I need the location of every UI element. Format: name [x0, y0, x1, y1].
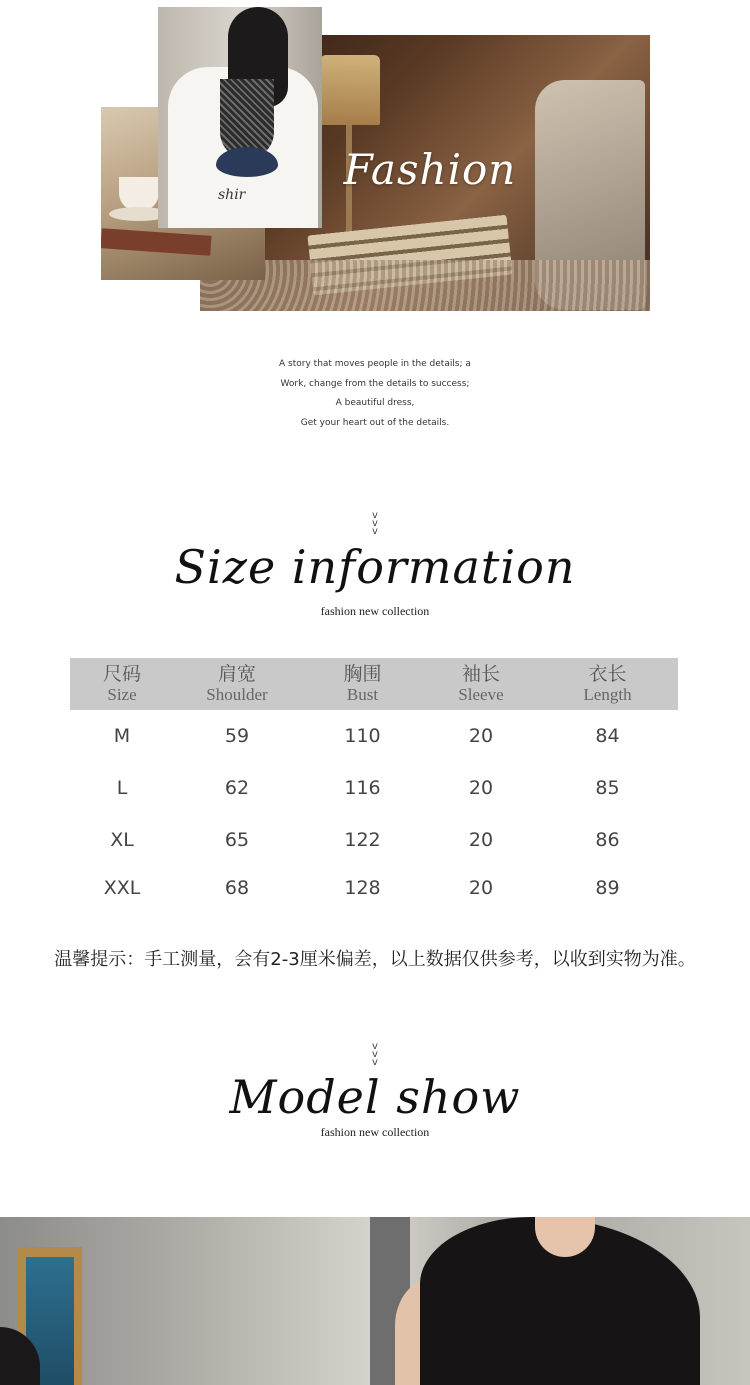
cell-size: XXL: [103, 877, 141, 899]
cell-length: 89: [595, 877, 620, 899]
story-line: A story that moves people in the details; a: [279, 359, 471, 369]
model-photo: [0, 1217, 750, 1385]
header-size-en: Size: [107, 685, 137, 704]
header-sleeve-zh: 袖长: [461, 663, 500, 685]
cell-bust: 122: [344, 829, 381, 851]
story-line: Get your heart out of the details.: [300, 417, 450, 428]
model-show-title: Model show: [229, 1070, 521, 1124]
cell-shoulder: 62: [224, 777, 250, 799]
cell-shoulder: 65: [224, 829, 250, 851]
bow: [216, 147, 278, 177]
table-row: [70, 877, 678, 899]
cell-length: 86: [595, 829, 620, 851]
header-shoulder-zh: 肩宽: [217, 663, 256, 685]
size-info-subtitle: fashion new collection: [320, 604, 430, 618]
story-line: A beautiful dress,: [335, 398, 415, 408]
hero-model-back-photo: [158, 7, 322, 228]
header-size: [70, 658, 174, 710]
shirt-print-text: shir: [218, 187, 246, 203]
cell-sleeve: 20: [468, 877, 494, 899]
story-line: Work, change from the details to success;: [280, 378, 470, 389]
hero-fashion-title: Fashion: [343, 145, 517, 194]
story-text: [0, 355, 750, 433]
table-row: [70, 829, 678, 851]
header-bust: [300, 658, 425, 710]
cell-length: 85: [595, 777, 620, 799]
header-length-zh: 衣长: [588, 663, 627, 685]
chevron-down-icon: v v v: [372, 510, 378, 537]
cell-size: M: [113, 725, 131, 747]
tea-cup: [119, 177, 159, 211]
table-row: [70, 725, 678, 747]
size-info-title: Size information: [174, 540, 576, 594]
cell-sleeve: 20: [468, 725, 494, 747]
header-sleeve: [425, 658, 537, 710]
header-bust-en: Bust: [346, 685, 379, 704]
header-sleeve-en: Sleeve: [458, 685, 504, 704]
lamp-shade: [320, 55, 380, 125]
header-shoulder-en: Shoulder: [206, 685, 268, 704]
header-size-zh: 尺码: [102, 663, 141, 685]
model-show-subtitle: fashion new collection: [320, 1125, 430, 1139]
header-shoulder: [174, 658, 300, 710]
cell-size: XL: [110, 829, 134, 851]
chevron-down-icon: v v v: [372, 1041, 378, 1068]
lace-cloth: [200, 260, 650, 311]
cell-sleeve: 20: [468, 829, 494, 851]
measurement-note: 温馨提示：手工测量，会有2-3厘米偏差，以上数据仅供参考，以收到实物为准。: [54, 949, 696, 970]
header-bust-zh: 胸围: [343, 663, 382, 685]
header-length: [537, 658, 678, 710]
cell-size: L: [116, 777, 128, 799]
cell-bust: 116: [344, 777, 381, 799]
header-length-en: Length: [583, 685, 632, 704]
tea-book: [101, 228, 212, 256]
cell-bust: 128: [344, 877, 381, 899]
cell-bust: 110: [344, 725, 381, 747]
cell-sleeve: 20: [468, 777, 494, 799]
table-row: [70, 777, 678, 799]
size-table-header: [70, 658, 678, 710]
cell-shoulder: 68: [224, 877, 250, 899]
cell-length: 84: [595, 725, 620, 747]
size-table: [70, 658, 678, 899]
cell-shoulder: 59: [224, 725, 250, 747]
